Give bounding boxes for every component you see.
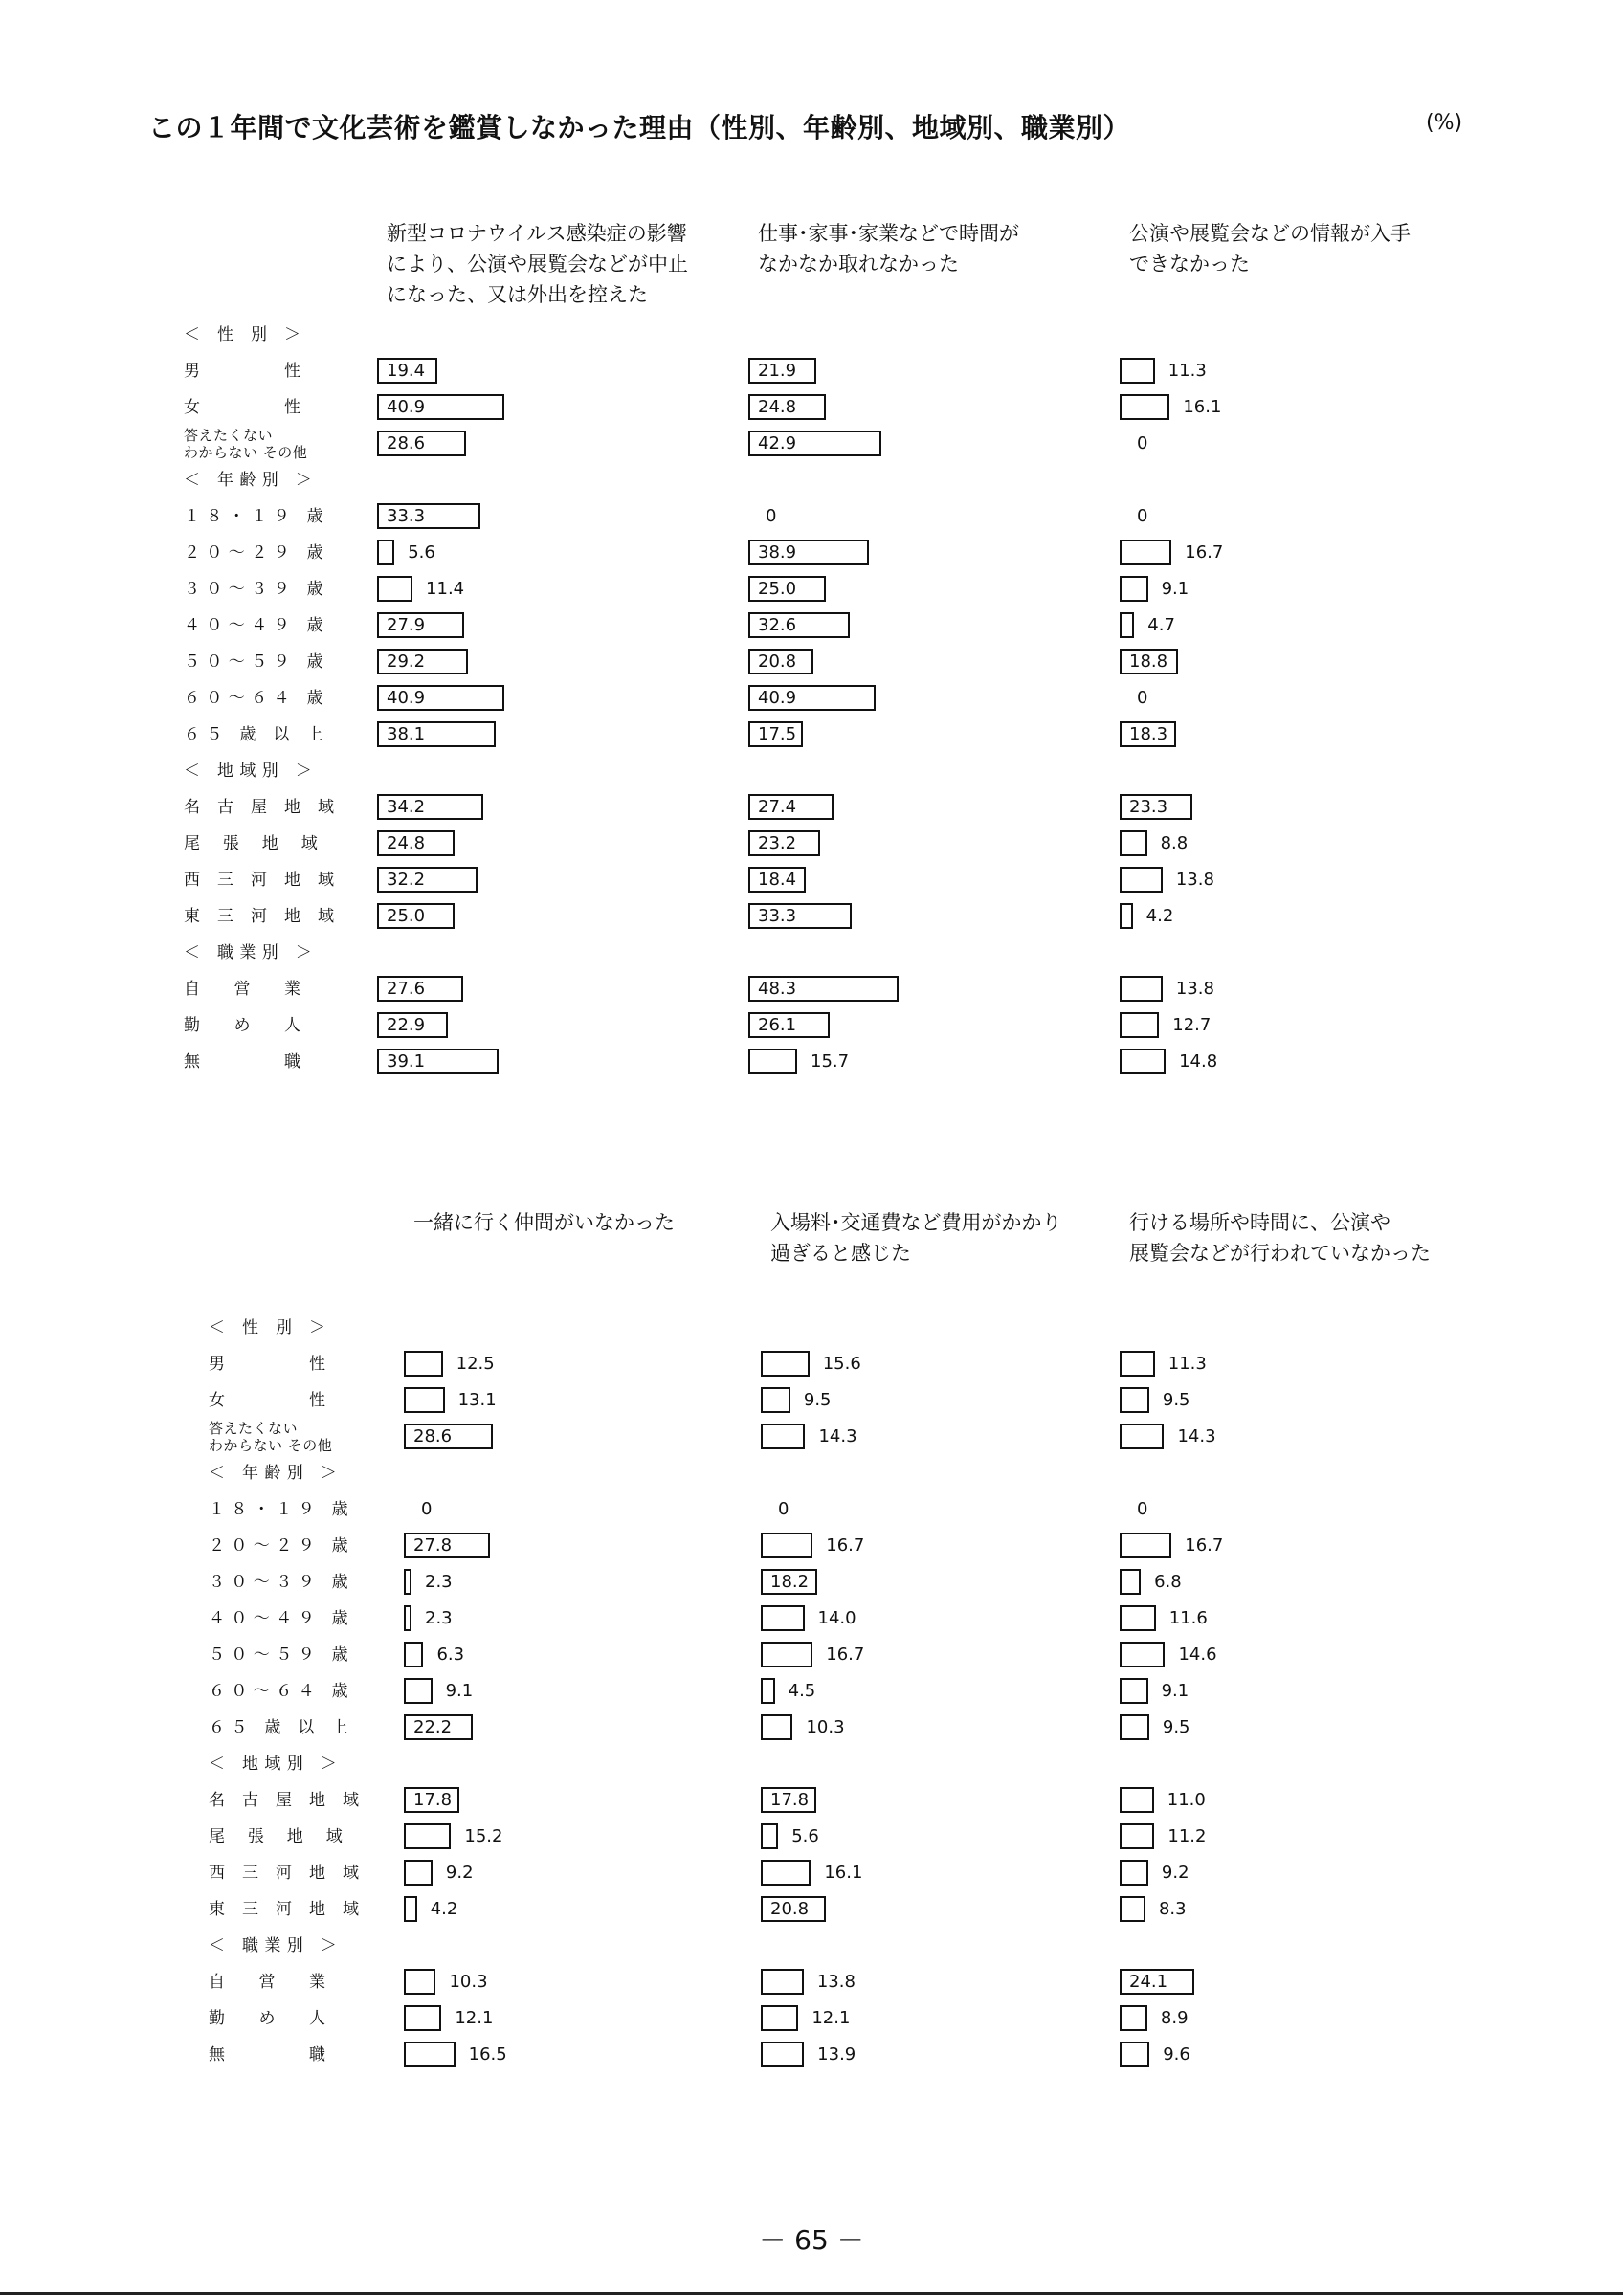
group-header-label: ＜ 性 別 ＞ [184,325,301,344]
bar [404,1605,411,1631]
category-label: １ ８ ・ １ ９ 歳 [184,507,324,526]
bar [404,1969,435,1995]
bar [404,2042,456,2067]
category-label: 西 三 河 地 域 [209,1864,360,1883]
data-label: 33.3 [758,906,797,926]
data-label: 40.9 [387,397,426,417]
chart-2-title: 仕事･家事･家業などで時間が なかなか取れなかった [758,222,1019,276]
data-label: 15.7 [811,1051,850,1071]
data-label: 8.8 [1160,833,1189,853]
data-label: 12.7 [1172,1015,1212,1035]
category-label: ４ ０ ～ ４ ９ 歳 [184,616,324,635]
data-label: 11.6 [1168,1608,1208,1628]
data-label: 27.8 [413,1535,453,1556]
bar [761,1969,804,1995]
data-label: 23.3 [1129,797,1168,817]
category-label: ３ ０ ～ ３ ９ 歳 [184,580,324,599]
data-label: 39.1 [387,1051,426,1071]
category-label: 答えたくない わからない その他 [184,427,308,461]
data-label: 11.2 [1167,1826,1207,1846]
category-label: ２ ０ ～ ２ ９ 歳 [184,543,324,563]
category-label: ６ ０ ～ ６ ４ 歳 [184,689,324,708]
bar [761,1605,805,1631]
bar [1120,1351,1155,1377]
data-label: 32.2 [387,870,426,890]
category-label: 勤 め 人 [209,2009,326,2028]
category-label: 自 営 業 [209,1973,326,1992]
category-label: 女 性 [184,398,301,417]
data-label: 5.6 [791,1826,819,1846]
bar [1120,612,1134,638]
data-label: 21.9 [758,361,797,381]
bar [1120,976,1163,1002]
group-header-label: ＜ 職 業 別 ＞ [184,943,313,962]
data-label: 4.7 [1147,615,1175,635]
bar [1120,358,1155,384]
bar [748,1049,797,1074]
data-label: 11.3 [1167,1354,1207,1374]
category-label: 無 職 [184,1052,301,1071]
data-label: 24.8 [387,833,426,853]
data-label: 24.1 [1129,1972,1168,1992]
data-label: 48.3 [758,979,797,999]
bar [404,1678,433,1704]
data-label: 38.9 [758,542,797,563]
bar [1120,2042,1149,2067]
data-label: 18.2 [770,1572,810,1592]
data-label: 14.8 [1179,1051,1218,1071]
data-label: 27.4 [758,797,797,817]
data-label: 0 [778,1499,789,1519]
chart-5-title: 入場料･交通費など費用がかかり 過ぎると感じた [770,1211,1062,1265]
data-label: 38.1 [387,724,426,744]
bar [761,1351,810,1377]
data-label: 14.0 [817,1608,856,1628]
data-label: 13.8 [1175,870,1214,890]
unit-label: (%) [1426,111,1463,135]
group-header-label: ＜ 年 齢 別 ＞ [184,471,313,490]
data-label: 23.2 [758,833,797,853]
data-label: 16.1 [824,1863,863,1883]
data-label: 11.0 [1167,1790,1206,1810]
bar [761,2042,804,2067]
page-number: － 65 － [759,2224,864,2256]
category-label: ５ ０ ～ ５ ９ 歳 [184,652,324,672]
data-label: 20.8 [758,651,797,672]
bar [1120,1605,1156,1631]
data-label: 18.4 [758,870,797,890]
bar [1120,1424,1164,1449]
category-label: 東 三 河 地 域 [184,907,335,926]
data-label: 12.5 [456,1354,495,1374]
data-label: 9.1 [445,1681,474,1701]
data-label: 40.9 [758,688,797,708]
category-label: 男 性 [184,362,301,381]
bar [1120,540,1171,565]
data-label: 27.6 [387,979,426,999]
category-label: ６ ０ ～ ６ ４ 歳 [209,1682,349,1701]
bar [1120,903,1133,929]
chart-3-title: 公演や展覧会などの情報が入手 できなかった [1129,222,1411,276]
group-header-label: ＜ 地 域 別 ＞ [209,1755,338,1774]
category-label: 名 古 屋 地 域 [209,1791,360,1810]
chart-6-title: 行ける場所や時間に、公演や 展覧会などが行われていなかった [1129,1211,1431,1265]
bar [1120,1860,1148,1886]
bar [1120,1678,1148,1704]
data-label: 12.1 [455,2008,494,2028]
data-label: 16.7 [826,1645,865,1665]
bar [1120,1533,1171,1558]
data-label: 16.7 [826,1535,865,1556]
data-label: 13.1 [457,1390,497,1410]
group-header-label: ＜ 性 別 ＞ [209,1318,326,1337]
data-label: 0 [421,1499,433,1519]
group-header-label: ＜ 年 齢 別 ＞ [209,1464,338,1483]
bottom-rule [0,2292,1623,2295]
data-label: 33.3 [387,506,426,526]
data-label: 18.3 [1129,724,1168,744]
data-label: 16.7 [1185,542,1224,563]
data-label: 17.8 [770,1790,810,1810]
data-label: 40.9 [387,688,426,708]
category-label: 自 営 業 [184,980,301,999]
data-label: 0 [766,506,777,526]
bar [404,1569,411,1595]
data-label: 0 [1137,688,1148,708]
chart-4-title: 一緒に行く仲間がいなかった [413,1211,675,1234]
data-label: 4.5 [788,1681,816,1701]
bar [761,1424,805,1449]
bar [404,1351,443,1377]
data-label: 28.6 [413,1426,453,1446]
data-label: 16.1 [1183,397,1222,417]
bar [1120,1896,1145,1922]
category-label: 東 三 河 地 域 [209,1900,360,1919]
data-label: 9.2 [445,1863,474,1883]
data-label: 32.6 [758,615,797,635]
bar [1120,1823,1154,1849]
bar [761,1860,811,1886]
category-label: 男 性 [209,1355,326,1374]
data-label: 9.1 [1161,1681,1189,1701]
data-label: 0 [1137,433,1148,453]
data-label: 9.5 [1162,1390,1190,1410]
data-label: 42.9 [758,433,797,453]
data-label: 34.2 [387,797,426,817]
data-label: 9.1 [1161,579,1189,599]
data-label: 10.3 [449,1972,488,1992]
data-label: 4.2 [1145,906,1174,926]
data-label: 15.6 [822,1354,861,1374]
category-label: １ ８ ・ １ ９ 歳 [209,1500,349,1519]
data-label: 29.2 [387,651,426,672]
data-label: 17.8 [413,1790,453,1810]
data-label: 25.0 [758,579,797,599]
bar [404,1860,433,1886]
data-label: 24.8 [758,397,797,417]
data-label: 22.2 [413,1717,453,1737]
data-label: 18.8 [1129,651,1168,672]
bar [761,1387,790,1413]
group-header-label: ＜ 地 域 別 ＞ [184,762,313,781]
data-label: 8.3 [1158,1899,1187,1919]
data-label: 26.1 [758,1015,797,1035]
bar [404,1896,417,1922]
chart-1-title: 新型コロナウイルス感染症の影響 により、公演や展覧会などが中止 になった、又は外出を控えた [387,222,688,306]
data-label: 5.6 [408,542,435,563]
bar [377,576,412,602]
bar [1120,2005,1147,2031]
data-label: 25.0 [387,906,426,926]
data-label: 9.5 [1162,1717,1190,1737]
data-label: 20.8 [770,1899,810,1919]
data-label: 9.5 [803,1390,832,1410]
category-label: 西 三 河 地 域 [184,871,335,890]
data-label: 0 [1137,506,1148,526]
data-label: 16.5 [468,2044,507,2064]
bar [761,2005,798,2031]
category-label: 尾 張 地 域 [209,1827,344,1846]
bar [761,1678,775,1704]
data-label: 13.8 [1175,979,1214,999]
category-label: ４ ０ ～ ４ ９ 歳 [209,1609,349,1628]
data-label: 11.4 [426,579,465,599]
data-label: 6.3 [436,1645,465,1665]
bar [1120,1569,1141,1595]
data-label: 19.4 [387,361,426,381]
bar [1120,1012,1159,1038]
data-label: 2.3 [425,1572,453,1592]
category-label: ６ ５ 歳 以 上 [184,725,323,744]
data-label: 13.9 [817,2044,856,2064]
category-label: 女 性 [209,1391,326,1410]
bar [404,1823,451,1849]
bar [404,1642,423,1667]
category-label: ５ ０ ～ ５ ９ 歳 [209,1645,349,1665]
category-label: 名 古 屋 地 域 [184,798,335,817]
bar [1120,867,1163,893]
data-label: 2.3 [425,1608,453,1628]
bar [1120,1787,1154,1813]
category-label: 勤 め 人 [184,1016,301,1035]
data-label: 4.2 [430,1899,458,1919]
category-label: ２ ０ ～ ２ ９ 歳 [209,1536,349,1556]
data-label: 28.6 [387,433,426,453]
bar [761,1714,792,1740]
bar [1120,1714,1149,1740]
data-label: 11.3 [1167,361,1207,381]
data-label: 10.3 [806,1717,845,1737]
data-label: 9.2 [1161,1863,1189,1883]
data-label: 17.5 [758,724,797,744]
data-label: 9.6 [1163,2044,1190,2064]
category-label: ３ ０ ～ ３ ９ 歳 [209,1573,349,1592]
category-label: ６ ５ 歳 以 上 [209,1718,348,1737]
data-label: 14.3 [818,1426,857,1446]
bar [404,2005,441,2031]
data-label: 27.9 [387,615,426,635]
category-label: 答えたくない わからない その他 [209,1420,333,1454]
bar [404,1387,445,1413]
data-label: 15.2 [464,1826,503,1846]
bar [1120,830,1147,856]
bar [761,1533,812,1558]
bar [1120,576,1148,602]
data-label: 13.8 [816,1972,856,1992]
data-label: 0 [1137,1499,1148,1519]
group-header-label: ＜ 職 業 別 ＞ [209,1936,338,1955]
data-label: 14.3 [1177,1426,1216,1446]
bar [1120,1642,1165,1667]
data-label: 22.9 [387,1015,426,1035]
data-label: 14.6 [1178,1645,1217,1665]
bar [1120,394,1169,420]
bar [1120,1387,1149,1413]
data-label: 16.7 [1185,1535,1224,1556]
data-label: 8.9 [1160,2008,1189,2028]
category-label: 無 職 [209,2045,326,2064]
data-label: 6.8 [1154,1572,1182,1592]
page-title: この１年間で文化芸術を鑑賞しなかった理由（性別、年齢別、地域別、職業別） [148,112,1131,144]
bar [377,540,394,565]
category-label: 尾 張 地 域 [184,834,319,853]
bar [1120,1049,1166,1074]
bar [761,1823,778,1849]
bar [761,1642,812,1667]
data-label: 12.1 [812,2008,851,2028]
